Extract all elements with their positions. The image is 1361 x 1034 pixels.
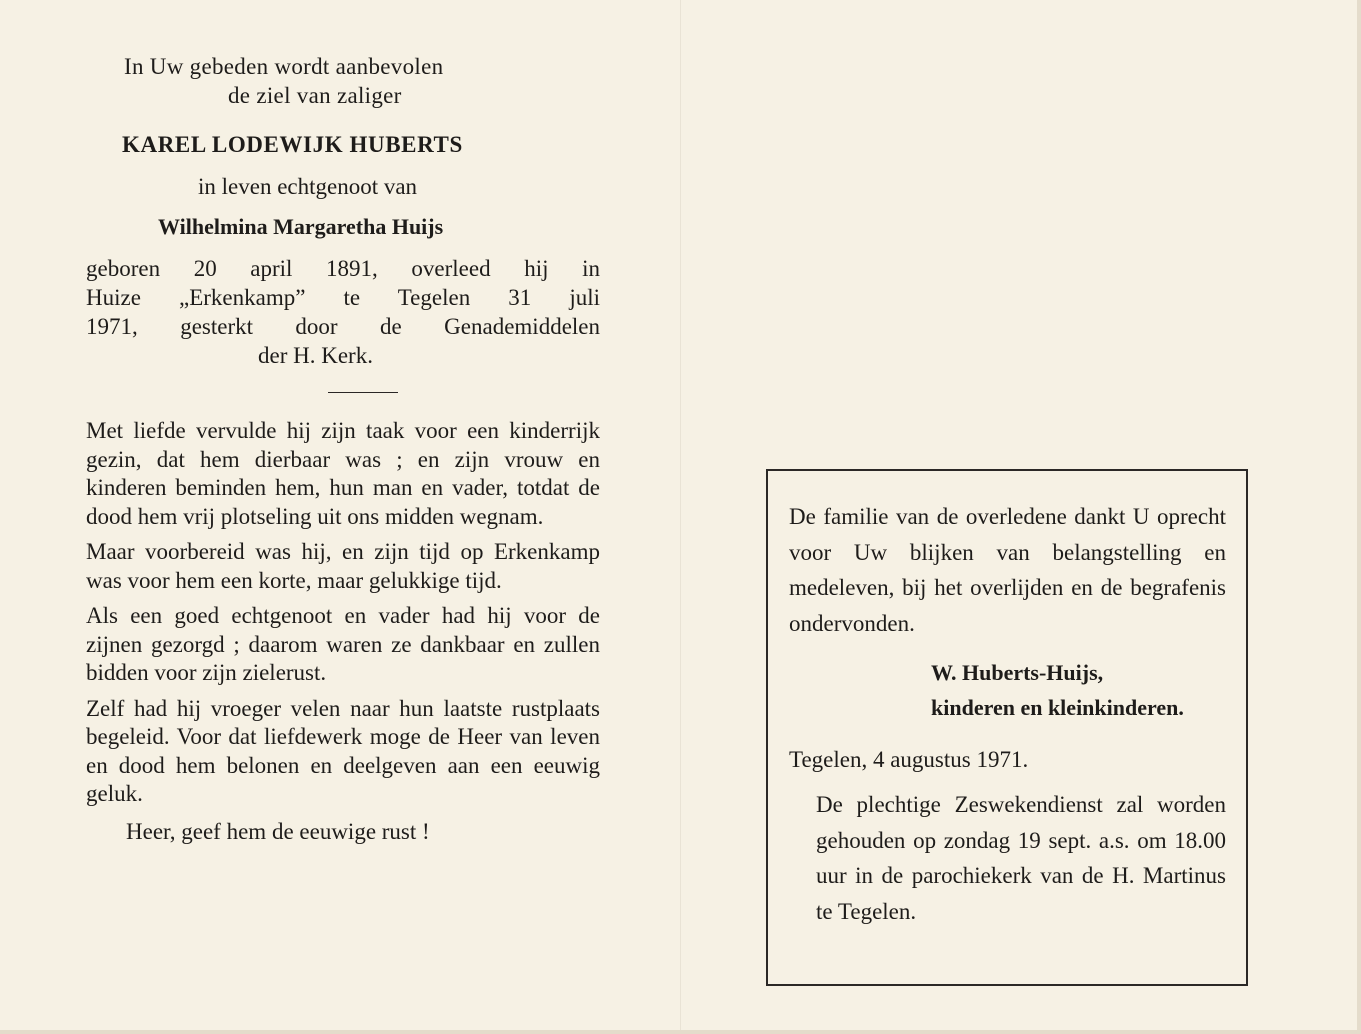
signature-line-2: kinderen en kleinkinderen. <box>931 695 1184 720</box>
card-fold <box>680 0 681 1034</box>
birth-line: geboren 20 april 1891, overleed hij in <box>86 256 600 281</box>
intro-line-2: de ziel van zaliger <box>228 83 402 108</box>
signature-line-1: W. Huberts-Huijs, <box>931 660 1104 685</box>
acknowledgement-content <box>789 499 1226 952</box>
place-date: Tegelen, 4 augustus 1971. <box>789 747 1029 772</box>
thanks-text: De familie van de overledene dankt U oprecht voor Uw blijken van belangstelling en medeleven, bij het overlijden en de begrafenis ondervonden. <box>789 504 1226 636</box>
service-announcement <box>789 787 1226 929</box>
birth-line: der H. Kerk. <box>258 343 373 368</box>
birth-death-block <box>86 254 600 370</box>
card-edge-bottom <box>0 1030 1361 1034</box>
signature-block <box>931 655 1226 725</box>
spouse-name: Wilhelmina Margaretha Huijs <box>158 214 444 239</box>
service-text: De plechtige Zeswekendienst zal worden gehouden op zondag 19 sept. a.s. om 18.00 uur in de parochiekerk van de H. Martinus te Tegelen. <box>816 792 1226 924</box>
left-page <box>86 52 600 846</box>
obituary-paragraph: Maar voorbereid was hij, en zijn tijd op Erkenkamp was voor hem een korte, maar gelukkige tijd. <box>86 539 600 593</box>
obituary-paragraph: Als een goed echtgenoot en vader had hij voor de zijnen gezorgd ; daarom waren ze dankbaar en zullen bidden voor zijn zielerust. <box>86 603 600 685</box>
birth-line: 1971, gesterkt door de Genademiddelen <box>86 314 600 339</box>
acknowledgement-box <box>766 469 1248 986</box>
intro-line-1: In Uw gebeden wordt aanbevolen <box>124 54 444 79</box>
relation-text: in leven echtgenoot van <box>198 174 418 199</box>
card-edge-right <box>1357 0 1361 1034</box>
deceased-name: KAREL LODEWIJK HUBERTS <box>122 132 463 157</box>
obituary-paragraph: Met liefde vervulde hij zijn taak voor een kinderrijk gezin, dat hem dierbaar was ; en zijn vrouw en kinderen beminden hem, hun man en vader, totdat de dood hem vrij plotseling uit ons midden wegnam. <box>86 418 600 529</box>
section-divider <box>328 392 398 393</box>
obituary-paragraph: Zelf had hij vroeger velen naar hun laatste rustplaats begeleid. Voor dat liefdewerk moge de Heer van leven en dood hem belonen en deelgeven aan een eeuwig geluk. <box>86 695 600 806</box>
birth-line: Huize „Erkenkamp” te Tegelen 31 juli <box>86 285 600 310</box>
closing-prayer: Heer, geef hem de eeuwige rust ! <box>126 818 430 844</box>
